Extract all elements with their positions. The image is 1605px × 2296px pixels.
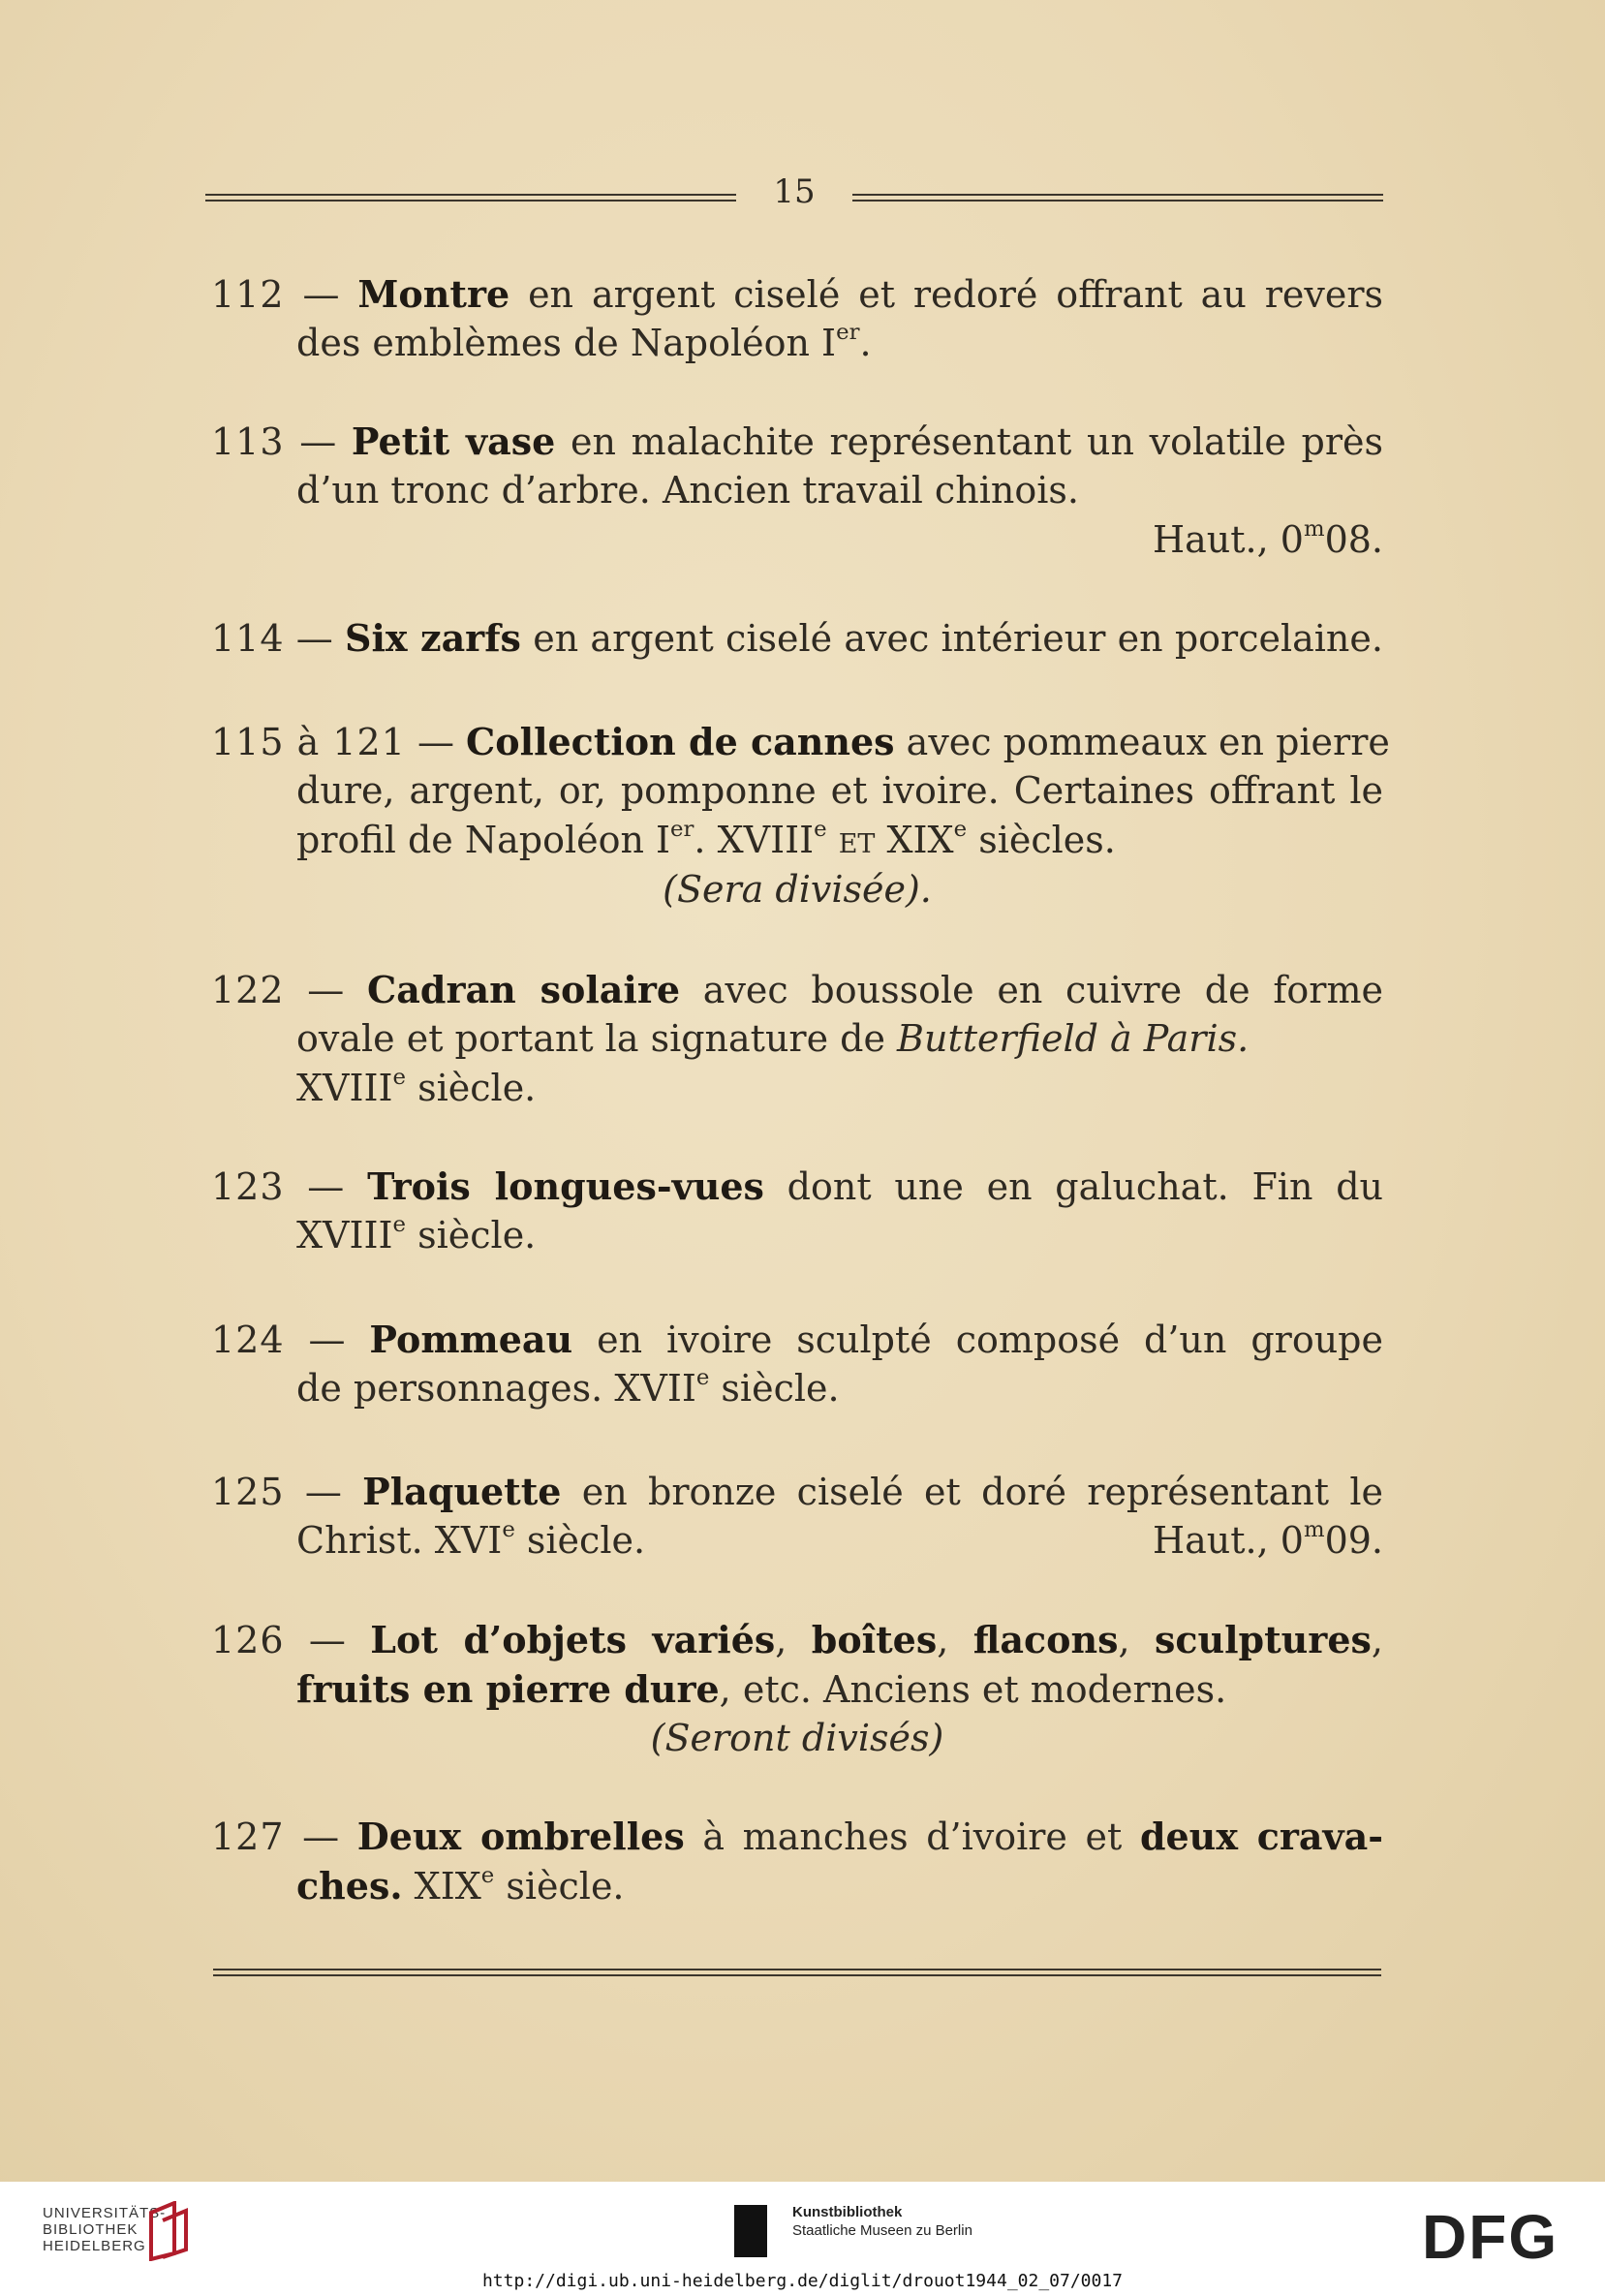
- dfg-logo: DFG: [1422, 2202, 1559, 2272]
- entry-title: Cadran solaire: [367, 968, 681, 1011]
- catalog-entry-112: 112 — Montre en argent ciselé et redoré offrant au revers des emblèmes de Napoléon Ier.: [211, 272, 1383, 364]
- kunstbibliothek-logo-icon: [734, 2205, 767, 2257]
- entry-title: Montre: [357, 272, 510, 316]
- entry-title: Deux ombrelles: [356, 1815, 685, 1858]
- catalog-entry-125: 125 — Plaquette en bronze ciselé et doré représentant le Christ. XVIe siècle. Haut., 0$^m$09.: [211, 1467, 1383, 1566]
- dimension: Haut., 0$^m$08.: [1152, 515, 1383, 561]
- entry-title: Petit vase: [351, 419, 556, 463]
- catalog-entry-126: 126 — Lot d’objets variés, boîtes, flacons, sculptures, fruits en pierre dure, etc. Anciens et modernes. (Seront divisés): [211, 1615, 1383, 1763]
- entry-title: Lot d’objets variés: [370, 1618, 776, 1661]
- source-url[interactable]: http://digi.ub.uni-heidelberg.de/diglit/drouot1944_02_07/0017: [481, 2271, 1124, 2291]
- entry-note: (Seront divisés): [650, 1717, 944, 1759]
- heidelberg-library-label: UNIVERSITÄTS- BIBLIOTHEK HEIDELBERG: [43, 2205, 167, 2254]
- digitization-footer: [0, 2182, 1605, 2296]
- dimension: Haut., 0$^m$09.: [1152, 1516, 1383, 1562]
- catalog-entry-124: 124 — Pommeau en ivoire sculpté composé d’un groupe de personnages. XVIIe siècle.: [211, 1318, 1383, 1410]
- header-rule-right: [852, 194, 1383, 202]
- catalog-entry-114: 114 — Six zarfs en argent ciselé avec intérieur en porcelaine.: [211, 616, 1383, 660]
- catalog-entry-127: 127 — Deux ombrelles à manches d’ivoire et deux crava- ches. XIXe siècle.: [211, 1815, 1383, 1908]
- header-rule-left: [205, 194, 736, 202]
- catalog-entry-123: 123 — Trois longues-vues dont une en galuchat. Fin du XVIIIe siècle.: [211, 1164, 1383, 1257]
- page-number: 15: [773, 172, 816, 211]
- catalog-entry-113: 113 — Petit vase en malachite représentant un volatile près d’un tronc d’arbre. Ancien travail chinois. Haut., 0$^m$08.: [211, 417, 1383, 565]
- heidelberg-logo-icon: [145, 2201, 192, 2261]
- catalog-entry-115-121: 115 à 121 — Collection de cannes avec pommeaux en pierre dure, argent, or, pomponne et ivoire. Certaines offrant le profil de Napoléon Ier. XVIIIe et XIXe siècles. (Sera divisée).: [211, 717, 1383, 915]
- catalog-entry-122: 122 — Cadran solaire avec boussole en cuivre de forme ovale et portant la signature de Butterfield à Paris. XVIIIe siècle.: [211, 968, 1383, 1109]
- footer-rule: [213, 1969, 1381, 1976]
- entry-title: Pommeau: [369, 1318, 573, 1361]
- entry-title: Six zarfs: [345, 616, 521, 660]
- entry-title: Trois longues-vues: [367, 1164, 764, 1208]
- entry-title: Collection de cannes: [466, 720, 895, 763]
- entry-note: (Sera divisée).: [663, 868, 932, 911]
- kunstbibliothek-label: Kunstbibliothek Staatliche Museen zu Berlin: [792, 2204, 972, 2239]
- entry-title: Plaquette: [362, 1470, 562, 1513]
